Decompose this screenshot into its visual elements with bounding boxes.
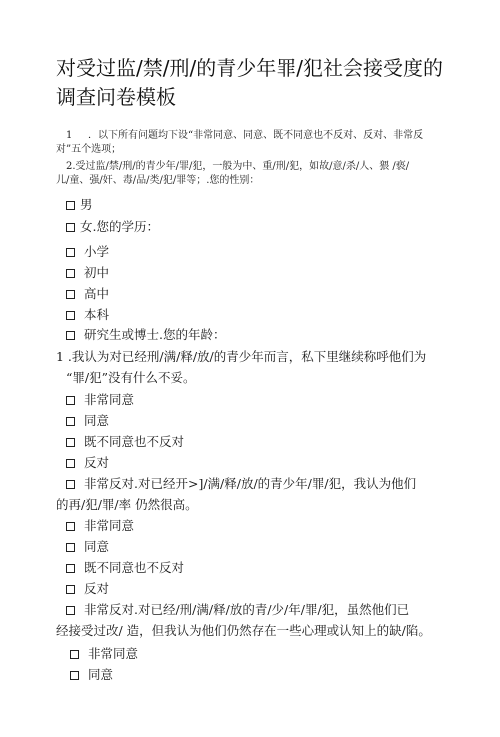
option-label: 非常反对.对已经/刑/满/释/放的青/少/年/罪/犯，虽然他们已 — [84, 602, 410, 617]
education-option-bachelor[interactable] — [66, 307, 109, 323]
education-option-graduate[interactable] — [66, 327, 225, 343]
option-label: 女.您的学历： — [80, 219, 159, 234]
question-1-line-2: “罪/犯”没有什么不妥。 — [66, 370, 196, 385]
checkbox[interactable] — [66, 201, 75, 210]
document-title — [56, 54, 466, 112]
q1-option-strongly-agree[interactable] — [66, 392, 134, 408]
checkbox[interactable] — [66, 606, 75, 615]
q2-option-neutral[interactable] — [66, 560, 184, 576]
checkbox[interactable] — [66, 459, 75, 468]
question-1-line-1: 1 .我认为对已经刑/满/释/放/的青少年而言，私下里继续称呼他们为 — [56, 349, 427, 364]
checkbox[interactable] — [66, 585, 75, 594]
question-2-continuation: 的再/犯/罪/率 仍然很高。 — [56, 497, 198, 512]
checkbox[interactable] — [66, 396, 75, 405]
intro-line-4: 儿/童、强/奸、毒/品/类/犯/罪等；.您的性别： — [56, 175, 260, 186]
option-label: 反对 — [84, 455, 110, 470]
checkbox[interactable] — [66, 480, 75, 489]
checkbox[interactable] — [66, 331, 75, 340]
education-option-primary[interactable] — [66, 244, 109, 260]
education-option-junior[interactable] — [66, 265, 109, 281]
option-label: 非常反对.对已经开>]/满/释/放/的青少年/罪/犯，我认为他们 — [84, 476, 417, 491]
checkbox[interactable] — [66, 438, 75, 447]
gender-option-male[interactable] — [66, 197, 93, 213]
option-label: 非常同意 — [84, 518, 135, 533]
checkbox[interactable] — [66, 522, 75, 531]
title-line-1: 对受过监/禁/刑/的青少年罪/犯社会接受度的 — [56, 56, 443, 80]
option-label: 非常同意 — [84, 392, 135, 407]
q2-option-disagree[interactable] — [66, 581, 109, 597]
option-label: 同意 — [88, 667, 114, 682]
q2-option-strongly-agree[interactable] — [66, 518, 134, 534]
checkbox[interactable] — [66, 269, 75, 278]
option-label: 同意 — [84, 539, 110, 554]
option-label: 既不同意也不反对 — [84, 560, 185, 575]
option-label: 同意 — [84, 413, 110, 428]
option-label: 既不同意也不反对 — [84, 434, 185, 449]
q3-option-agree[interactable] — [70, 667, 113, 683]
option-label: 非常同意 — [88, 646, 139, 661]
checkbox[interactable] — [70, 650, 79, 659]
option-label: 反对 — [84, 581, 110, 596]
checkbox[interactable] — [66, 290, 75, 299]
intro-number-1: 1 — [66, 130, 73, 141]
q1-option-disagree[interactable] — [66, 455, 109, 471]
intro-line-1: ．以下所有问题均下设“非常同意、同意、既不同意也不反对、反对、非常反 — [88, 130, 424, 141]
q1-option-agree[interactable] — [66, 413, 109, 429]
option-label: 本科 — [84, 307, 110, 322]
gender-option-female[interactable] — [66, 219, 159, 235]
intro-line-2: 对”五个选项； — [56, 144, 122, 155]
option-label: 高中 — [84, 286, 110, 301]
question-3-continuation: 经接受过改/ 造，但我认为他们仍然存在一些心理或认知上的缺/陷。 — [56, 623, 431, 638]
option-label: 小学 — [84, 244, 110, 259]
checkbox[interactable] — [66, 543, 75, 552]
checkbox[interactable] — [66, 248, 75, 257]
q3-option-strongly-agree[interactable] — [70, 646, 138, 662]
checkbox[interactable] — [66, 564, 75, 573]
checkbox[interactable] — [66, 223, 75, 232]
q1-option-neutral[interactable] — [66, 434, 184, 450]
q1-option-strongly-disagree[interactable] — [66, 476, 416, 492]
intro-line-3: 2.受过监/禁/刑/的青少年/罪/犯，一般为中、重/刑/犯，如故/意/杀/人、猥 /亵/ — [66, 161, 410, 172]
option-label: 初中 — [84, 265, 110, 280]
checkbox[interactable] — [66, 311, 75, 320]
title-line-2: 调查问卷模板 — [56, 85, 176, 109]
option-label: 研究生或博士.您的年龄： — [84, 327, 226, 342]
education-option-senior[interactable] — [66, 286, 109, 302]
option-label: 男 — [80, 197, 93, 212]
checkbox[interactable] — [66, 417, 75, 426]
q2-option-strongly-disagree[interactable] — [66, 602, 409, 618]
checkbox[interactable] — [70, 671, 79, 680]
q2-option-agree[interactable] — [66, 539, 109, 555]
